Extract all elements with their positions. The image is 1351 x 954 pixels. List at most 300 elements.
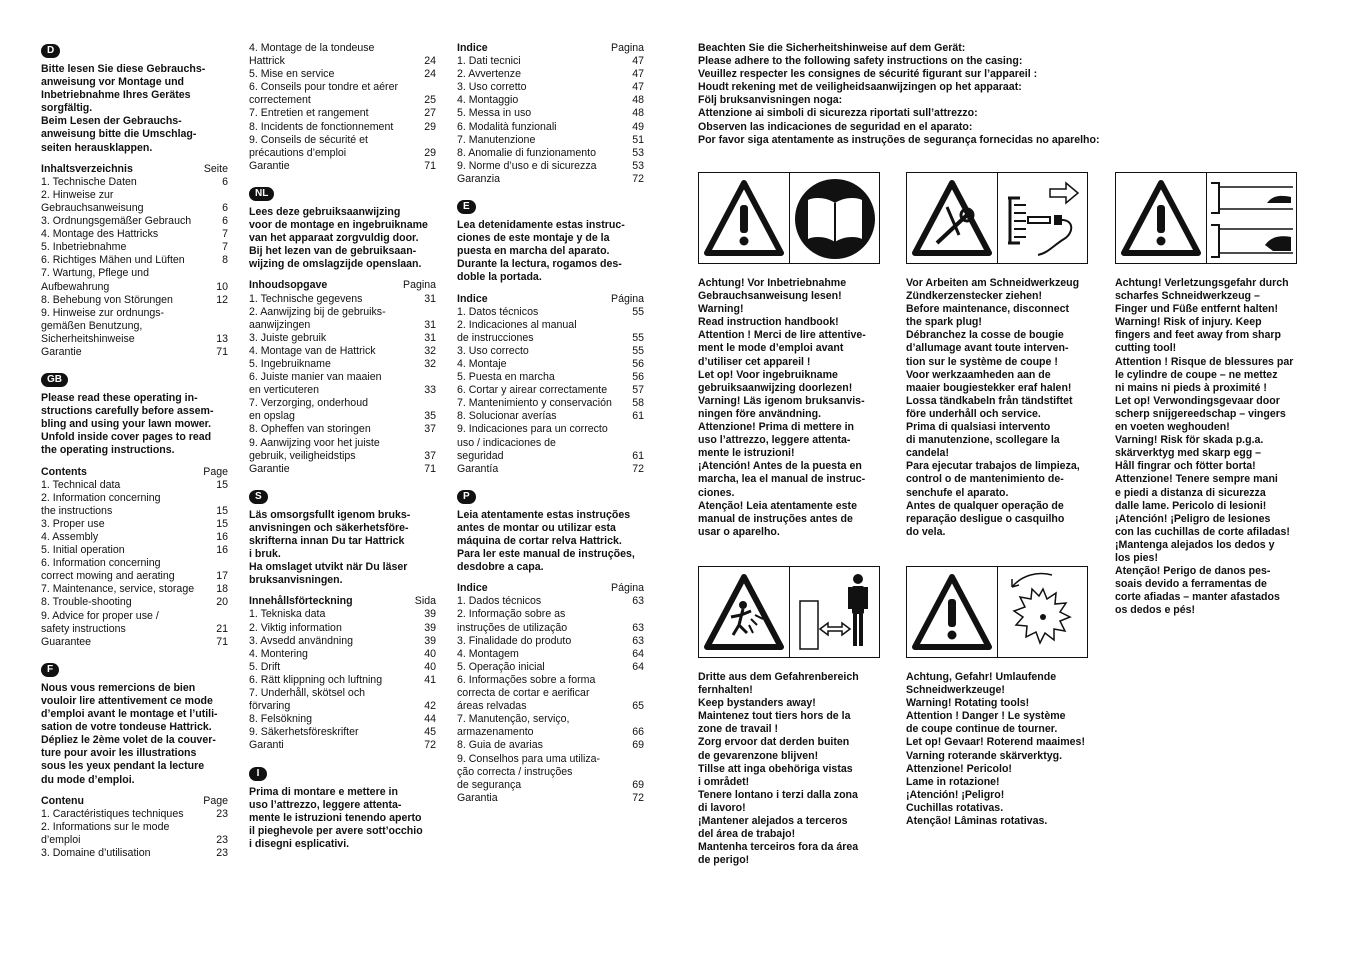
- toc-item-page: 23: [216, 807, 228, 820]
- toc-item-title: 1. Dados técnicos: [457, 595, 542, 608]
- toc-item: [457, 68, 644, 81]
- toc-item-title: 8. Opheffen van storingen: [249, 423, 371, 436]
- toc-item-title: 8. Incidents de fonctionnement: [249, 120, 394, 133]
- toc-item: [249, 608, 436, 621]
- language-badge: GB: [41, 373, 68, 387]
- toc-item-page: 31: [424, 292, 436, 305]
- toc-item-page: 6: [222, 201, 228, 214]
- toc-item-title: 8. Felsökning: [249, 713, 313, 726]
- toc-item-title: 3. Ordnungsgemäßer Gebrauch: [41, 215, 192, 228]
- toc-item: [457, 608, 644, 634]
- toc-item-page: 58: [632, 397, 644, 410]
- toc-title: Indice: [457, 42, 488, 54]
- intro-text: Läs omsorgsfullt igenom bruks- anvisningen och säkerhetsföre- skrifterna innan Du tar Hattrick i bruk. Ha omslaget utvikt när Du läser bruksanvisningen.: [249, 508, 411, 587]
- toc-item: [41, 518, 228, 531]
- toc-item-page: 63: [632, 595, 644, 608]
- toc-item: [41, 228, 228, 241]
- toc-item-page: 12: [216, 293, 228, 306]
- toc-item-page: 71: [216, 635, 228, 648]
- toc-item: [457, 674, 644, 713]
- toc-item-title: 3. Avsedd användning: [249, 634, 354, 647]
- toc-item: [249, 68, 436, 81]
- page-label: Page: [203, 794, 228, 807]
- toc-item: [41, 176, 228, 189]
- toc-item-page: 7: [222, 228, 228, 241]
- toc-item-page: 29: [424, 120, 436, 133]
- toc-item-title: 5. Mise en service: [249, 68, 335, 81]
- intro-text: Lees deze gebruiksaanwijzing voor de montage en ingebruikname van het apparaat zorgvuldig door. Bij het lezen van de gebruiksaan- wijzing de omslagzijde openslaan.: [249, 205, 428, 271]
- toc-item-title: 4. Montaje: [457, 357, 507, 370]
- toc-heading: [249, 595, 436, 608]
- toc-item: [457, 358, 644, 371]
- toc-item: [41, 821, 228, 847]
- toc-item-title: Garanzia: [457, 172, 500, 185]
- toc-item-title: 6. Modalità funzionali: [457, 120, 557, 133]
- toc-item: [249, 648, 436, 661]
- toc-item: [41, 544, 228, 557]
- toc-item-title: 3. Domaine d’utilisation: [41, 846, 151, 859]
- toc-item-page: 72: [632, 462, 644, 475]
- toc-item: [41, 596, 228, 609]
- toc-item: [457, 792, 644, 805]
- toc-item-title: 6. Conseils pour tondre et aérer correctement: [249, 81, 398, 107]
- toc-item-title: 1. Caractéristiques techniques: [41, 807, 184, 820]
- toc-item-page: 71: [424, 159, 436, 172]
- toc-title: Indice: [457, 582, 488, 595]
- toc-item-title: 2. Viktig information: [249, 621, 342, 634]
- toc-item-page: 45: [424, 726, 436, 739]
- rotating-blade-icon: [998, 567, 1088, 657]
- toc-item: [249, 622, 436, 635]
- toc-item-page: 53: [632, 159, 644, 172]
- warning-thrown-object-icon: [699, 567, 789, 657]
- toc-item: [249, 687, 436, 713]
- toc-heading: [41, 466, 228, 479]
- toc-item: [457, 306, 644, 319]
- pictogram-bystanders: [698, 566, 880, 658]
- toc-item: [249, 42, 436, 68]
- toc-item-page: 15: [216, 504, 228, 517]
- language-badge: I: [249, 767, 267, 781]
- toc-item-page: 39: [424, 608, 436, 621]
- toc-item: [41, 241, 228, 254]
- toc-heading: [457, 293, 644, 306]
- toc-item-page: 44: [424, 713, 436, 726]
- language-badge: E: [457, 200, 476, 214]
- toc-item-page: 23: [216, 846, 228, 859]
- toc-item-page: 40: [424, 647, 436, 660]
- toc-item: [41, 254, 228, 267]
- toc-item-title: 2. Aanwijzing bij de gebruiks- aanwijzingen: [249, 305, 386, 331]
- language-badge: S: [249, 490, 268, 504]
- pictogram-rotating-blade: [906, 566, 1088, 658]
- toc-item-title: 8. Behebung von Störungen: [41, 293, 173, 306]
- toc-item: [457, 410, 644, 423]
- toc-item: [249, 371, 436, 397]
- toc-item: [457, 713, 644, 739]
- toc-item-title: 7. Manutenzione: [457, 133, 536, 146]
- toc-item-page: 18: [216, 583, 228, 596]
- toc-item: [457, 94, 644, 107]
- toc-item-title: 9. Advice for proper use / safety instructions: [41, 609, 159, 635]
- toc-item-title: 6. Informações sobre a forma correcta de cortar e aerificar áreas relvadas: [457, 673, 596, 713]
- toc-item: [457, 121, 644, 134]
- toc-item-title: 4. Montage des Hattricks: [41, 228, 159, 241]
- toc-item-page: 55: [632, 344, 644, 357]
- toc-item: [457, 595, 644, 608]
- toc-item: [457, 397, 644, 410]
- toc-item-page: 65: [632, 700, 644, 713]
- toc-item: [457, 345, 644, 358]
- toc-item-title: Guarantee: [41, 635, 92, 648]
- toc-item-page: 57: [632, 384, 644, 397]
- toc-item-title: 4. Montering: [249, 647, 308, 660]
- intro-text: Lea detenidamente estas instruc- ciones de este montaje y de la puesta en marcha del aparato. Durante la lectura, rogamos des- doble la portada.: [457, 219, 625, 284]
- toc-item-page: 21: [216, 622, 228, 635]
- toc-item: [457, 173, 644, 186]
- toc-item: [41, 583, 228, 596]
- toc-item-title: 2. Information concerning the instructions: [41, 491, 161, 517]
- toc-item: [457, 147, 644, 160]
- toc-title: Indice: [457, 292, 488, 305]
- toc-title: Contents: [41, 465, 87, 478]
- warning-triangle-icon: [699, 173, 789, 263]
- toc-item: [249, 463, 436, 476]
- pictogram-injury: [1115, 172, 1297, 264]
- toc-item-title: 3. Juiste gebruik: [249, 331, 327, 344]
- toc-item-page: 23: [216, 833, 228, 846]
- toc-item-title: 2. Indicaciones al manual de instrucciones: [457, 318, 577, 344]
- toc-item: [457, 107, 644, 120]
- page-label: Page: [203, 465, 228, 478]
- toc-item: [249, 332, 436, 345]
- toc-item-title: 6. Cortar y airear correctamente: [457, 384, 608, 397]
- toc-heading: [457, 42, 644, 55]
- toc-item-title: 2. Informations sur le mode d’emploi: [41, 820, 170, 846]
- toc-item: [457, 635, 644, 648]
- toc-item: [457, 739, 644, 752]
- toc-column-1: [41, 42, 228, 872]
- toc-item-page: 24: [424, 68, 436, 81]
- language-badge: D: [41, 44, 60, 58]
- toc-column-3: [457, 42, 644, 817]
- toc-item: [41, 267, 228, 293]
- toc-item-page: 61: [632, 410, 644, 423]
- toc-item-title: 4. Montaggio: [457, 94, 519, 107]
- toc-item: [41, 294, 228, 307]
- toc-item-title: Garanti: [249, 739, 284, 752]
- toc-column-2: [249, 42, 436, 863]
- toc-item: [249, 726, 436, 739]
- toc-item-page: 72: [632, 172, 644, 185]
- page-label: Seite: [203, 162, 228, 175]
- toc-item-page: 51: [632, 133, 644, 146]
- toc-item-page: 15: [216, 478, 228, 491]
- toc-item: [249, 423, 436, 436]
- toc-item-title: 6. Richtiges Mähen und Lüften: [41, 254, 185, 267]
- toc-item-page: 53: [632, 146, 644, 159]
- toc-item-title: Garantie: [249, 159, 290, 172]
- toc-item: [249, 674, 436, 687]
- toc-item-page: 6: [222, 175, 228, 188]
- toc-item-page: 25: [424, 94, 436, 107]
- caption-spark-plug: Vor Arbeiten am Schneidwerkzeug Zündkerzenstecker ziehen! Before maintenance, disconnect the spark plug! Débranchez la cosse de bougie d’allumage avant toute interven- tion sur le système de coupe ! Voor werkzaamheden aan de maaier bougiestekker eraf halen! Lossa tändkabeln från tändstiftet före underhåll och service. Prima di qualsiasi intervento di manutenzione, scollegare la candela! Para ejecutar trabajos de limpieza, control o de mantenimiento de- senchufe el aparato. Antes de qualquer operação de reparação desligue o casquilho do vela.: [906, 277, 1080, 538]
- toc-item-page: 20: [216, 596, 228, 609]
- safety-header: Beachten Sie die Sicherheitshinweise auf dem Gerät: Please adhere to the following safety instructions on the casing: Veuillez respecter les consignes de sécurité figurant sur l’appareil : Houdt rekening met de veiligheidsaanwijzingen op het apparaat: Följ bruksanvisningen noga: Attenzione ai simboli di sicurezza riportati sull’attrezzo: Observen las indicaciones de seguridad en el aparato: Por favor siga atentamente as instruções de segurança fornecidas no aparelho:: [698, 42, 1100, 146]
- toc-item-title: 6. Information concerning correct mowing and aerating: [41, 557, 175, 583]
- toc-title: Inhaltsverzeichnis: [41, 162, 133, 175]
- toc-heading: [457, 582, 644, 595]
- toc-item-page: 71: [424, 462, 436, 475]
- toc-item-title: 7. Wartung, Pflege und Aufbewahrung: [41, 267, 149, 293]
- toc-item-title: 9. Indicaciones para un correcto uso / indicaciones de seguridad: [457, 423, 608, 462]
- language-badge: P: [457, 490, 476, 504]
- toc-item: [457, 648, 644, 661]
- toc-item-title: 5. Puesta en marcha: [457, 371, 555, 384]
- page-label: Página: [611, 582, 644, 595]
- toc-item-page: 13: [216, 332, 228, 345]
- toc-item-page: 31: [424, 331, 436, 344]
- toc-item-page: 33: [424, 384, 436, 397]
- toc-item: [249, 81, 436, 107]
- toc-item-page: 49: [632, 120, 644, 133]
- language-section: [457, 42, 644, 186]
- language-badge: NL: [249, 187, 274, 201]
- toc-item-title: 8. Anomalie di funzionamento: [457, 146, 596, 159]
- pictogram-spark-plug: [906, 172, 1088, 264]
- pictogram-read-manual: [698, 172, 880, 264]
- intro-text: Nous vous remercions de bien vouloir lire attentivement ce mode d’emploi avant le montage et l’utili- sation de votre tondeuse Hattrick. Dépliez le 2ème volet de la couver- ture pour avoir les illustrations sous les yeux pendant la lecture du mode d’emploi.: [41, 681, 218, 786]
- toc-item-title: 9. Norme d’uso e di sicurezza: [457, 159, 597, 172]
- caption-read-manual: Achtung! Vor Inbetriebnahme Gebrauchsanweisung lesen! Warning! Read instruction handbook! Attention ! Merci de lire attentive- ment le mode d’emploi avant d’utiliser cet appareil ! Let op! Voor ingebruikname gebruiksaanwijzing doorlezen! Varning! Läs igenom bruksanvis- ningen före användning. Attenzione! Prima di mettere in uso l’attrezzo, leggere attenta- mente le istruzioni! ¡Atención! Antes de la puesta en marcha, lea el manual de instruc- ciones. Atenção! Leia atentamente este manual de instruções antes de usar o aparelho.: [698, 277, 866, 538]
- toc-item: [41, 479, 228, 492]
- toc-item-title: 3. Finalidade do produto: [457, 634, 572, 647]
- toc-item: [41, 557, 228, 583]
- toc-item-title: Garantia: [457, 791, 498, 804]
- toc-item: [457, 319, 644, 345]
- language-section: [457, 488, 644, 805]
- page-label: Página: [611, 292, 644, 305]
- toc-item: [41, 531, 228, 544]
- toc-item: [41, 492, 228, 518]
- toc-item: [249, 437, 436, 463]
- toc-item: [457, 423, 644, 462]
- toc-item-page: 47: [632, 81, 644, 94]
- toc-item-title: 2. Hinweise zur Gebrauchsanweisung: [41, 188, 144, 214]
- warning-triangle-icon: [1116, 173, 1206, 263]
- toc-item-title: Garantie: [41, 345, 82, 358]
- toc-item: [457, 661, 644, 674]
- toc-item: [457, 463, 644, 476]
- toc-item-page: 15: [216, 517, 228, 530]
- toc-item-page: 55: [632, 331, 644, 344]
- toc-heading: [41, 795, 228, 808]
- toc-item: [41, 346, 228, 359]
- toc-item-page: 47: [632, 68, 644, 81]
- toc-item-title: 7. Manutenção, serviço, armazenamento: [457, 713, 570, 739]
- toc-item: [249, 635, 436, 648]
- page-label: Sida: [414, 595, 436, 608]
- toc-item-page: 56: [632, 357, 644, 370]
- toc-item-page: 7: [222, 241, 228, 254]
- toc-item: [41, 847, 228, 860]
- language-section: [249, 488, 436, 753]
- toc-item-title: 1. Tekniska data: [249, 608, 326, 621]
- toc-item: [457, 134, 644, 147]
- toc-item-title: 2. Informação sobre as instruções de utilização: [457, 608, 568, 634]
- toc-item-title: 9. Hinweise zur ordnungs- gemäßen Benutzung, Sicherheitshinweise: [41, 306, 165, 345]
- toc-item-title: 4. Assembly: [41, 531, 99, 543]
- intro-text: Prima di montare e mettere in uso l’attrezzo, leggere attenta- mente le istruzioni tenendo aperto il pieghevole per avere sott’occhio i disegni esplicativi.: [249, 785, 423, 850]
- toc-item-page: 24: [424, 55, 436, 68]
- warning-triangle-icon: [907, 567, 997, 657]
- toc-item-title: 8. Solucionar averías: [457, 410, 557, 423]
- toc-item-title: 5. Drift: [249, 660, 281, 673]
- toc-item-page: 39: [424, 621, 436, 634]
- toc-item-title: 7. Entretien et rangement: [249, 107, 369, 120]
- toc-item-page: 37: [424, 423, 436, 436]
- language-badge: F: [41, 663, 59, 677]
- toc-title: Innehållsförteckning: [249, 595, 353, 608]
- toc-item-title: 5. Initial operation: [41, 544, 125, 557]
- toc-item-title: 6. Rätt klippning och luftning: [249, 673, 383, 686]
- toc-item-title: 4. Montagem: [457, 647, 519, 660]
- language-section: [41, 661, 228, 860]
- toc-item-title: 7. Underhåll, skötsel och förvaring: [249, 687, 366, 713]
- toc-item-title: 1. Technische Daten: [41, 175, 137, 188]
- toc-item-title: 1. Dati tecnici: [457, 55, 521, 68]
- toc-item-title: 4. Montage van de Hattrick: [249, 344, 376, 357]
- toc-item-page: 71: [216, 345, 228, 358]
- caption-rotating-tools: Achtung, Gefahr! Umlaufende Schneidwerkzeuge! Warning! Rotating tools! Attention ! Danger ! Le système de coupe continue de tourner. Let op! Gevaar! Roterend maaimes! Varning roterande skärverktyg. Attenzione! Pericolo! Lame in rotazione! ¡Atención! ¡Peligro! Cuchillas rotativas. Atenção! Lâminas rotativas.: [906, 671, 1085, 828]
- toc-item: [249, 121, 436, 134]
- toc-item-page: 41: [424, 673, 436, 686]
- toc-item-page: 64: [632, 660, 644, 673]
- toc-item-title: 5. Inbetriebnahme: [41, 241, 127, 254]
- toc-item: [41, 189, 228, 215]
- toc-item-page: 37: [424, 449, 436, 462]
- toc-item-title: 8. Guia de avarias: [457, 739, 543, 752]
- toc-item-title: 8. Trouble-shooting: [41, 596, 132, 609]
- toc-item-page: 39: [424, 634, 436, 647]
- toc-item-page: 48: [632, 94, 644, 107]
- toc-item: [249, 397, 436, 423]
- toc-item-page: 61: [632, 449, 644, 462]
- toc-item-title: 7. Verzorging, onderhoud en opslag: [249, 397, 368, 423]
- toc-item-page: 32: [424, 357, 436, 370]
- toc-item-page: 16: [216, 531, 228, 543]
- page-label: Pagina: [611, 42, 644, 54]
- toc-item-page: 64: [632, 647, 644, 660]
- toc-item-page: 47: [632, 55, 644, 68]
- toc-item-title: 9. Säkerhetsföreskrifter: [249, 726, 359, 739]
- toc-item-title: 3. Uso corretto: [457, 81, 527, 94]
- toc-item: [249, 713, 436, 726]
- toc-item-page: 42: [424, 700, 436, 713]
- toc-item-page: 48: [632, 107, 644, 120]
- language-section: [457, 198, 644, 476]
- toc-item: [41, 808, 228, 821]
- toc-heading: [249, 279, 436, 292]
- toc-item-page: 55: [632, 305, 644, 318]
- toc-item-title: 5. Operação inicial: [457, 660, 545, 673]
- keep-hands-away-icon: [1207, 173, 1297, 263]
- toc-item-title: 3. Proper use: [41, 517, 105, 530]
- toc-item-title: 7. Mantenimiento y conservación: [457, 397, 612, 410]
- toc-item-page: 31: [424, 318, 436, 331]
- toc-item-page: 8: [222, 254, 228, 267]
- caption-bystanders: Dritte aus dem Gefahrenbereich fernhalten! Keep bystanders away! Maintenez tout tiers hors de la zone de travail ! Zorg ervoor dat derden buiten de gevarenzone blijven! Tillse att inga obehöriga vistas i området! Tenere lontano i terzi dalla zona di lavoro! ¡Mantener alejados a terceros del área de trabajo! Mantenha terceiros fora da área de perigo!: [698, 671, 859, 867]
- toc-item-title: 7. Maintenance, service, storage: [41, 583, 195, 596]
- toc-item: [249, 306, 436, 332]
- toc-item-page: 16: [216, 544, 228, 557]
- language-section: [249, 185, 436, 476]
- toc-heading: [41, 163, 228, 176]
- page-label: Pagina: [403, 279, 436, 292]
- caption-injury: Achtung! Verletzungsgefahr durch scharfes Schneidwerkzeug – Finger und Füße entfernt halten! Warning! Risk of injury. Keep fingers and feet away from sharp cutting tool! Attention ! Risque de blessures par le cylindre de coupe – ne mettez ni mains ni pieds à proximité ! Let op! Verwondingsgevaar door scherp snijgereedschap – vingers en voeten weghouden! Varning! Risk för skada p.g.a. skärverktyg med skarp egg – Håll fingrar och fötter borta! Attenzione! Tenere sempre mani e piedi a distanza di sicurezza dalle lame. Pericolo di lesioni! ¡Atención! ¡Peligro de lesiones con las cuchillas de corte afiladas! ¡Mantenga alejados los dedos y los pies! Atenção! Perigo de danos pes- soais devido a ferramentas de corte afiadas – manter afastados os dedos e pés!: [1115, 277, 1294, 617]
- toc-item: [457, 160, 644, 173]
- intro-text: Please read these operating in- structions carefully before assem- bling and using your lawn mower. Unfold inside cover pages to read the operating instructions.: [41, 392, 214, 457]
- toc-item-page: 27: [424, 107, 436, 120]
- toc-item-title: 2. Avvertenze: [457, 68, 521, 81]
- toc-item: [457, 55, 644, 68]
- toc-item: [249, 134, 436, 160]
- toc-item: [249, 739, 436, 752]
- toc-item-title: 4. Montage de la tondeuse Hattrick: [249, 42, 375, 68]
- toc-item-page: 69: [632, 739, 644, 752]
- toc-item-page: 72: [424, 739, 436, 752]
- toc-item: [249, 107, 436, 120]
- toc-item-title: 9. Aanwijzing voor het juiste gebruik, veiligheidstips: [249, 436, 380, 462]
- intro-text: Leia atentamente estas instruções antes de montar ou utilizar esta máquina de cortar relva Hattrick. Para ler este manual de instruções, desdobre a capa.: [457, 508, 635, 574]
- toc-item: [457, 371, 644, 384]
- keep-distance-icon: [790, 567, 880, 657]
- toc-item: [249, 661, 436, 674]
- toc-item-page: 35: [424, 410, 436, 423]
- language-section: [249, 765, 436, 851]
- toc-item-title: 9. Conseils de sécurité et précautions d’emploi: [249, 133, 368, 159]
- toc-item-page: 56: [632, 371, 644, 384]
- toc-item-page: 63: [632, 621, 644, 634]
- toc-item: [41, 307, 228, 346]
- toc-item-page: 63: [632, 634, 644, 647]
- toc-item-title: 1. Datos técnicos: [457, 305, 539, 318]
- warning-wrench-icon: [907, 173, 997, 263]
- toc-item-title: Garantie: [249, 462, 290, 475]
- toc-item: [457, 384, 644, 397]
- toc-item-page: 29: [424, 146, 436, 159]
- toc-item-title: 1. Technical data: [41, 478, 121, 491]
- toc-item-title: 1. Technische gegevens: [249, 292, 363, 305]
- toc-item-page: 66: [632, 726, 644, 739]
- toc-item-title: 3. Uso correcto: [457, 344, 529, 357]
- toc-item: [41, 636, 228, 649]
- toc-item-title: 5. Ingebruikname: [249, 357, 331, 370]
- toc-item: [249, 160, 436, 173]
- toc-item: [249, 358, 436, 371]
- toc-item-title: Garantía: [457, 462, 499, 475]
- toc-item-page: 17: [216, 570, 228, 583]
- read-manual-icon: [790, 173, 880, 263]
- toc-item-page: 40: [424, 660, 436, 673]
- toc-item-title: 6. Juiste manier van maaien en verticuteren: [249, 371, 382, 397]
- toc-item-page: 72: [632, 791, 644, 804]
- toc-item: [457, 753, 644, 792]
- intro-text: Bitte lesen Sie diese Gebrauchs- anweisung vor Montage und Inbetriebnahme Ihres Gerätes sorgfältig. Beim Lesen der Gebrauchs- anweisung bitte die Umschlag- seiten herausklappen.: [41, 63, 206, 154]
- toc-item: [457, 81, 644, 94]
- toc-title: Inhoudsopgave: [249, 279, 328, 292]
- toc-item-page: 10: [216, 280, 228, 293]
